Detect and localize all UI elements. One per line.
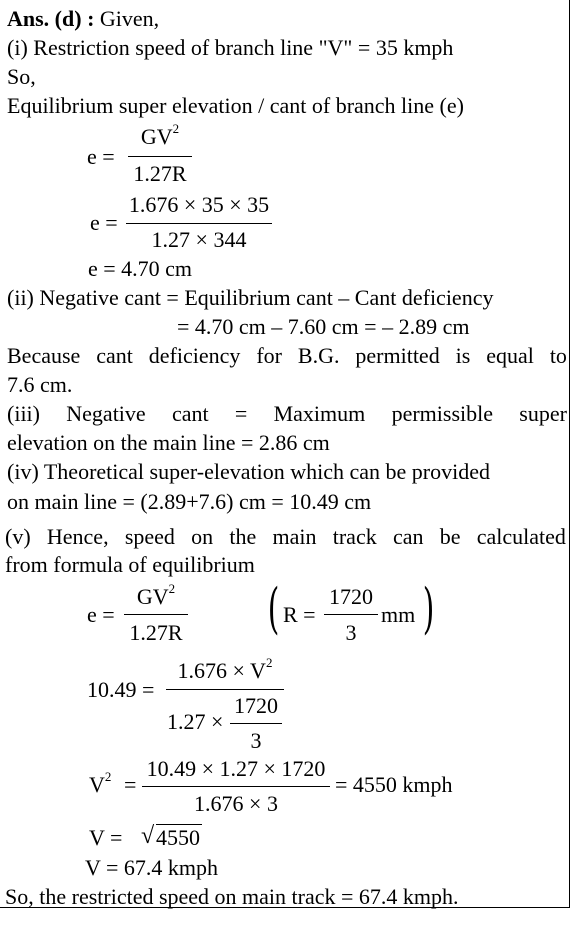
eq1-lhs: e = xyxy=(87,144,115,169)
word: permitted xyxy=(355,343,440,368)
word: on xyxy=(191,524,214,549)
negative-cant-value: = 4.70 cm – 7.60 cm = – 2.89 cm xyxy=(177,314,470,339)
word: the xyxy=(229,524,257,549)
word: calculated xyxy=(476,524,566,549)
eq2-numerator: 1.676 × 35 × 35 xyxy=(128,192,270,217)
left-paren: ( xyxy=(267,577,280,640)
eq7-lhs: V = xyxy=(89,825,123,850)
word: cant xyxy=(171,401,209,426)
eq6-v-exp: 2 xyxy=(104,769,112,784)
answer-heading xyxy=(7,8,159,30)
word: (v) xyxy=(5,524,31,549)
eq6-equals: = xyxy=(124,772,137,797)
eq6-rhs: = 4550 kmph xyxy=(335,772,453,797)
eq4-r-lhs: R = xyxy=(283,602,316,627)
eq5-den-denominator: 3 xyxy=(250,728,262,753)
iv-line: (iv) Theoretical super-elevation which can be provided xyxy=(7,459,490,484)
word: deficiency xyxy=(148,343,241,368)
eq4-denominator: 1.27R xyxy=(129,620,183,645)
word: speed xyxy=(124,524,175,549)
eq5-bar xyxy=(166,689,284,690)
word: to xyxy=(549,343,567,368)
word: B.G. xyxy=(297,343,340,368)
word: = xyxy=(234,401,248,426)
eq4-numerator-exp: 2 xyxy=(168,581,176,596)
eq6-bar xyxy=(142,786,330,787)
eq5-den-bar xyxy=(230,723,282,724)
eq5-den-pre: 1.27 × xyxy=(167,709,224,734)
final-answer: So, the restricted speed on main track = 67.4 kmph. xyxy=(5,884,459,909)
eq1-denominator: 1.27R xyxy=(133,161,187,186)
eq1-numerator-exp: 2 xyxy=(172,121,180,136)
eq1-bar xyxy=(128,156,192,157)
eq6-v: V xyxy=(89,772,105,797)
iii-line xyxy=(7,403,567,425)
right-paren: ) xyxy=(422,577,435,640)
eq3: e = 4.70 cm xyxy=(88,256,193,281)
because-line xyxy=(7,345,567,367)
iii-cont: elevation on the main line = 2.86 cm xyxy=(7,430,330,455)
iv-cont: on main line = (2.89+7.6) cm = 10.49 cm xyxy=(7,489,372,514)
word: (iii) xyxy=(7,401,40,426)
eq2-lhs: e = xyxy=(90,210,118,235)
eq4-numerator: GV xyxy=(136,584,169,609)
eq5-numerator-exp: 2 xyxy=(265,655,273,670)
v-line xyxy=(5,526,566,548)
so-text: So, xyxy=(7,64,36,89)
word: main xyxy=(272,524,317,549)
because-cont: 7.6 cm. xyxy=(7,372,73,397)
word: Because xyxy=(7,343,81,368)
eq7-radicand: 4550 xyxy=(156,825,200,850)
word: is xyxy=(455,343,471,368)
eq4-r-bar xyxy=(324,614,378,615)
equilibrium-heading: Equilibrium super elevation / cant of branch line (e) xyxy=(7,93,464,118)
eq6-denominator: 1.676 × 3 xyxy=(194,791,278,816)
word: permissible xyxy=(391,401,493,426)
word: Maximum xyxy=(273,401,366,426)
eq1-numerator: GV xyxy=(140,124,173,149)
answer-label: Ans. (d) : xyxy=(7,6,95,31)
negative-cant-line: (ii) Negative cant = Equilibrium cant – Cant deficiency xyxy=(7,285,494,310)
word: be xyxy=(439,524,461,549)
eq5-numerator: 1.676 × V xyxy=(177,658,266,683)
eq4-bar xyxy=(124,614,188,615)
word: super xyxy=(519,401,567,426)
eq4-r-numerator: 1720 xyxy=(329,584,373,609)
word: Hence, xyxy=(46,524,109,549)
sqrt-icon: √ xyxy=(141,823,155,849)
eq2-bar xyxy=(126,223,272,224)
word: equal xyxy=(486,343,534,368)
eq6-lhs xyxy=(89,769,112,797)
eq4-r-unit: mm xyxy=(381,602,416,627)
eq8: V = 67.4 kmph xyxy=(85,855,219,880)
answer-given: Given, xyxy=(94,6,160,31)
word: track xyxy=(332,524,377,549)
eq6-numerator: 10.49 × 1.27 × 1720 xyxy=(146,756,326,781)
eq5-lhs: 10.49 = xyxy=(87,677,155,702)
word: can xyxy=(392,524,424,549)
eq2-denominator: 1.27 × 344 xyxy=(151,227,247,252)
v-cont: from formula of equilibrium xyxy=(5,552,255,577)
word: cant xyxy=(96,343,133,368)
eq4-r-denominator: 3 xyxy=(345,620,357,645)
given-speed: (i) Restriction speed of branch line "V" = 35 kmph xyxy=(7,35,454,60)
word: for xyxy=(256,343,282,368)
eq4-lhs: e = xyxy=(87,602,115,627)
eq5-den-numerator: 1720 xyxy=(234,693,278,718)
word: Negative xyxy=(66,401,146,426)
